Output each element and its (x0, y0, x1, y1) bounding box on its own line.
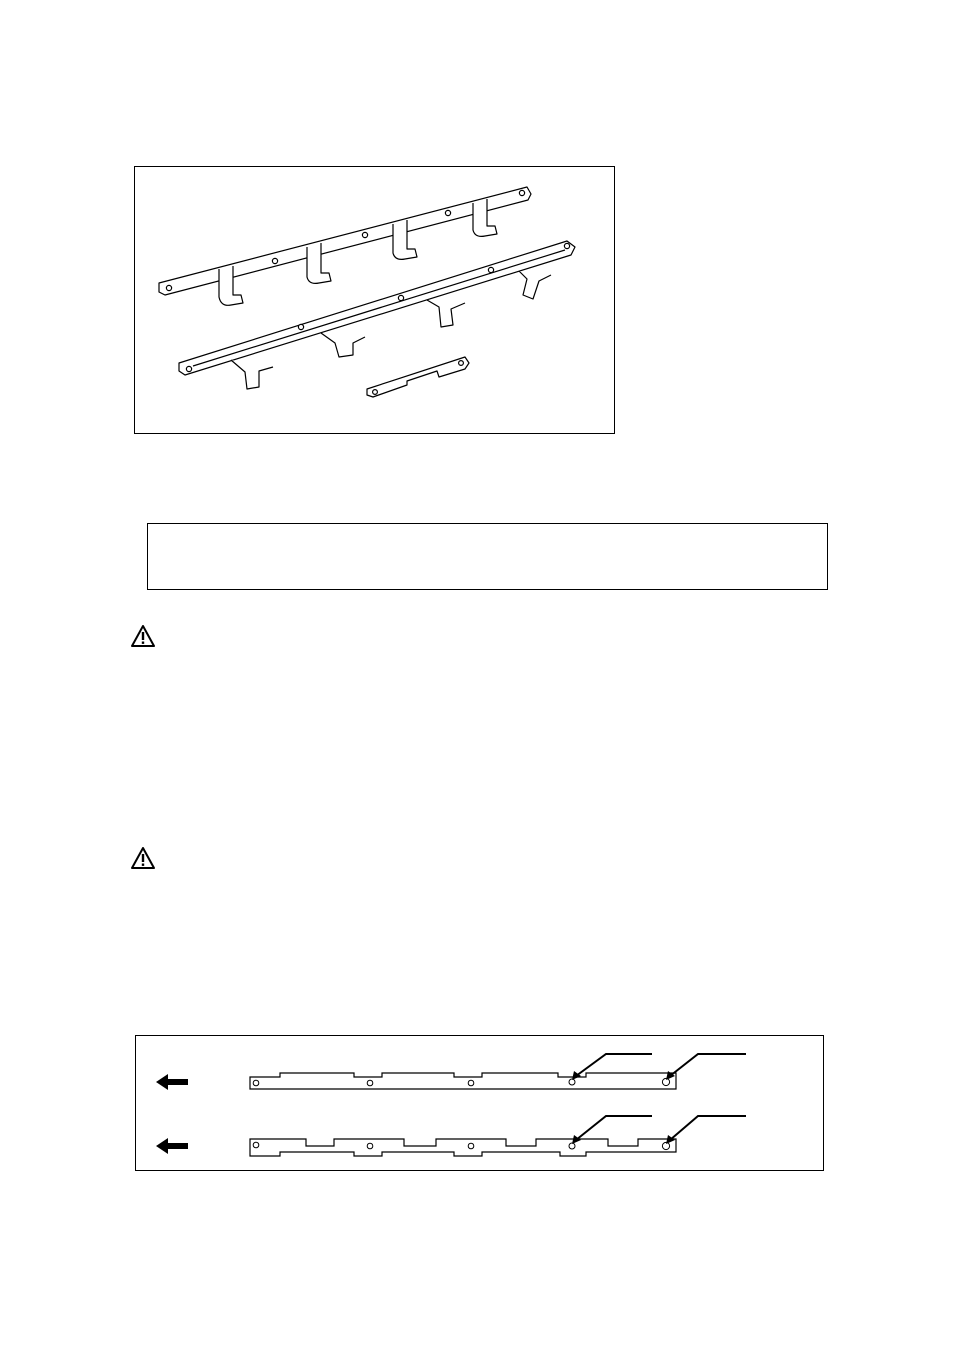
short-strip (367, 357, 469, 397)
rail-2-tab-2 (321, 333, 365, 357)
rail-a-outline (250, 1073, 676, 1089)
arrow-left-icon (156, 1074, 188, 1090)
rail-2-tab-1 (231, 360, 273, 389)
rail-b-outline (250, 1139, 676, 1156)
arrow-left-icon (156, 1138, 188, 1154)
figure-rails-plan-view (135, 1035, 824, 1171)
note-box (147, 523, 828, 590)
rails-isometric-drawing (135, 167, 614, 433)
leader-line (670, 1116, 746, 1140)
warning-triangle-icon (130, 624, 156, 648)
figure-rails-isometric (134, 166, 615, 434)
rail-2-tab-3 (427, 300, 465, 327)
rail-2-tab-4 (519, 271, 551, 299)
warning-triangle-icon (130, 846, 156, 870)
leader-line (576, 1116, 652, 1140)
leader-line (670, 1054, 746, 1076)
rails-plan-drawing (136, 1036, 823, 1170)
